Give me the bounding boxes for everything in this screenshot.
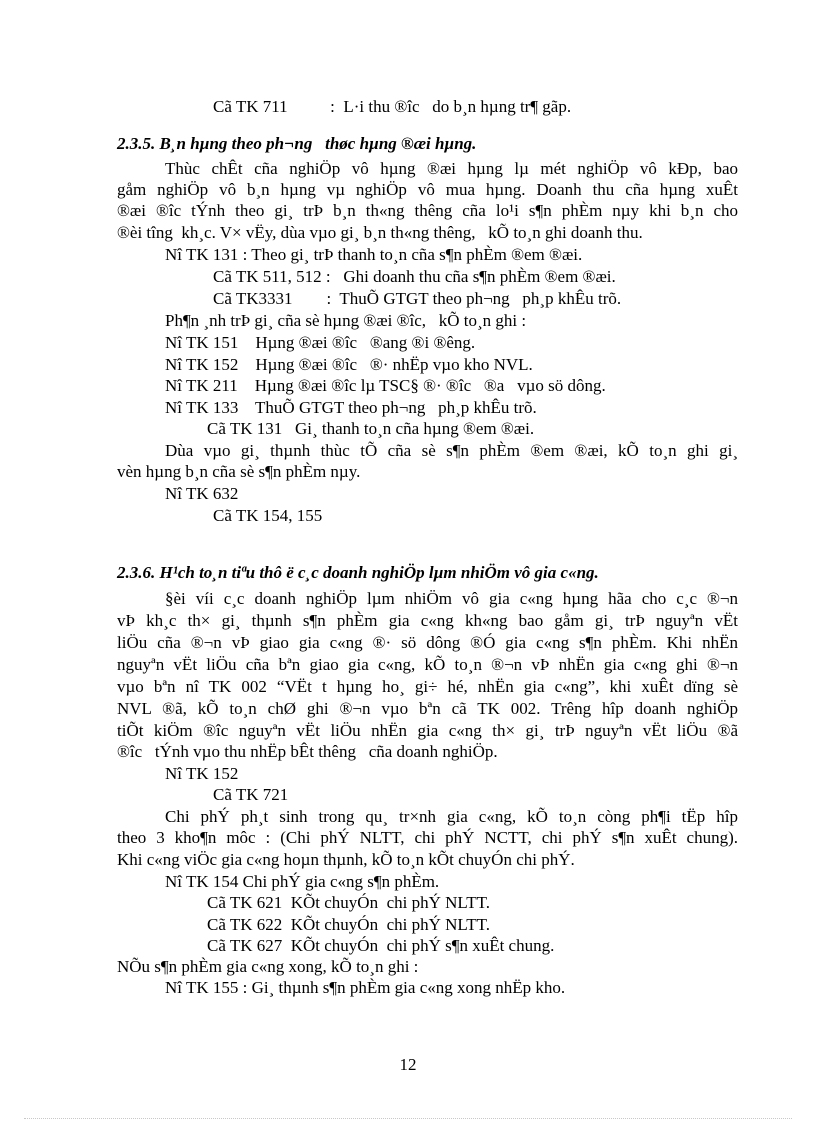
journal-line: Nî TK 632 [165, 484, 239, 503]
journal-line: Cã TK 154, 155 [213, 506, 323, 525]
paragraph-line: ®èi tîng kh¸c. V× vËy, dùa vµo gi¸ b¸n th«ng thêng, kÕ to¸n ghi doanh thu. [117, 223, 643, 242]
journal-line: Nî TK 151 Hµng ®æi ®îc ®ang ®i ®êng. [165, 333, 476, 352]
section-heading-2-3-5: 2.3.5. B¸n hµng theo ph¬ng thøc hµng ®æi hµng. [117, 134, 477, 153]
paragraph-line: NVL ®ã, kÕ to¸n chØ ghi ®¬n vµo bªn cã TK 002. Trêng hîp doanh nghiÖp [117, 699, 738, 718]
journal-line: Nî TK 131 : Theo gi¸ trÞ thanh to¸n cña s¶n phÈm ®em ®æi. [165, 245, 583, 264]
journal-line: Cã TK 511, 512 : Ghi doanh thu cña s¶n phÈm ®em ®æi. [213, 267, 616, 286]
journal-line: Nî TK 152 [165, 764, 239, 783]
paragraph-line: Dùa vµo gi¸ thµnh thùc tÕ cña sè s¶n phÈm ®em ®æi, kÕ to¸n ghi gi¸ [165, 441, 738, 460]
paragraph-line: vÞ kh¸c th× gi¸ thµnh s¶n phÈm gia c«ng kh«ng bao gåm gi¸ trÞ nguyªn vËt [117, 611, 738, 630]
journal-line: NÕu s¶n phÈm gia c«ng xong, kÕ to¸n ghi : [117, 957, 419, 976]
paragraph-line: nguyªn vËt liÖu cña bªn giao gia c«ng, kÕ to¸n ®¬n vÞ nhËn gia c«ng ghi ®¬n [117, 655, 738, 674]
journal-line: Cã TK3331 : ThuÕ GTGT theo ph¬ng ph¸p khÊu trõ. [213, 289, 622, 308]
paragraph-line: ®æi ®îc tÝnh theo gi¸ trÞ b¸n th«ng thêng cña lo¹i s¶n phÈm nµy khi b¸n cho [117, 201, 738, 220]
paragraph-line: tiÕt kiÖm ®îc nguyªn vËt liÖu nhËn gia c«ng th× gi¸ trÞ nguyªn vËt liÖu ®ã [117, 721, 738, 740]
paragraph-line: liÖu cña ®¬n vÞ giao gia c«ng ®· sö dông ®Ó gia c«ng s¶n phÈm. Khi nhËn [117, 633, 738, 652]
paragraph-line: Chi phÝ ph¸t sinh trong qu¸ tr×nh gia c«ng, kÕ to¸n còng ph¶i tËp hîp [165, 807, 738, 826]
paragraph-line: theo 3 kho¶n môc : (Chi phÝ NLTT, chi phÝ NCTT, chi phÝ s¶n xuÊt chung). [117, 828, 738, 847]
page-bottom-divider [24, 1118, 792, 1119]
paragraph-line: Thùc chÊt cña nghiÖp vô hµng ®æi hµng lµ mét nghiÖp vô kÐp, bao [165, 159, 738, 178]
section-heading-2-3-6: 2.3.6. H¹ch to¸n tiªu thô ë c¸c doanh nghiÖp lµm nhiÖm vô gia c«ng. [117, 563, 599, 582]
journal-line: Cã TK 621 KÕt chuyÓn chi phÝ NLTT. [207, 893, 490, 912]
paragraph-line: vµo bªn nî TK 002 “VËt t hµng ho¸ gi÷ hé, nhËn gia c«ng”, khi xuÊt dïng sè [117, 677, 738, 696]
journal-line-credit-711: Cã TK 711 : L·i thu ®îc do b¸n hµng tr¶ gãp. [213, 97, 572, 116]
journal-line: Cã TK 627 KÕt chuyÓn chi phÝ s¶n xuÊt chung. [207, 936, 555, 955]
journal-line: Nî TK 133 ThuÕ GTGT theo ph¬ng ph¸p khÊu trõ. [165, 398, 537, 417]
paragraph-line: Khi c«ng viÖc gia c«ng hoµn thµnh, kÕ to¸n kÕt chuyÓn chi phÝ. [117, 850, 575, 869]
paragraph-line: ®îc tÝnh vµo thu nhËp bÊt thêng cña doanh nghiÖp. [117, 742, 498, 761]
journal-line: Nî TK 211 Hµng ®æi ®îc lµ TSC§ ®· ®îc ®a vµo sö dông. [165, 376, 606, 395]
journal-line: Nî TK 152 Hµng ®æi ®îc ®· nhËp vµo kho NVL. [165, 355, 533, 374]
journal-line: Nî TK 154 Chi phÝ gia c«ng s¶n phÈm. [165, 872, 440, 891]
journal-line: Cã TK 131 Gi¸ thanh to¸n cña hµng ®em ®æi. [207, 419, 535, 438]
paragraph-line: §èi víi c¸c doanh nghiÖp lµm nhiÖm vô gia c«ng hµng hãa cho c¸c ®¬n [165, 589, 738, 608]
journal-line: Nî TK 155 : Gi¸ thµnh s¶n phÈm gia c«ng xong nhËp kho. [165, 978, 566, 997]
paragraph-line: gåm nghiÖp vô b¸n hµng vµ nghiÖp vô mua hµng. Doanh thu cña hµng xuÊt [117, 180, 738, 199]
paragraph-line: vèn hµng b¸n cña sè s¶n phÈm nµy. [117, 462, 361, 481]
journal-line: Cã TK 622 KÕt chuyÓn chi phÝ NLTT. [207, 915, 490, 934]
journal-line: Ph¶n ¸nh trÞ gi¸ cña sè hµng ®æi ®îc, kÕ to¸n ghi : [165, 311, 527, 330]
page-number: 12 [399, 1055, 417, 1074]
journal-line: Cã TK 721 [213, 785, 289, 804]
